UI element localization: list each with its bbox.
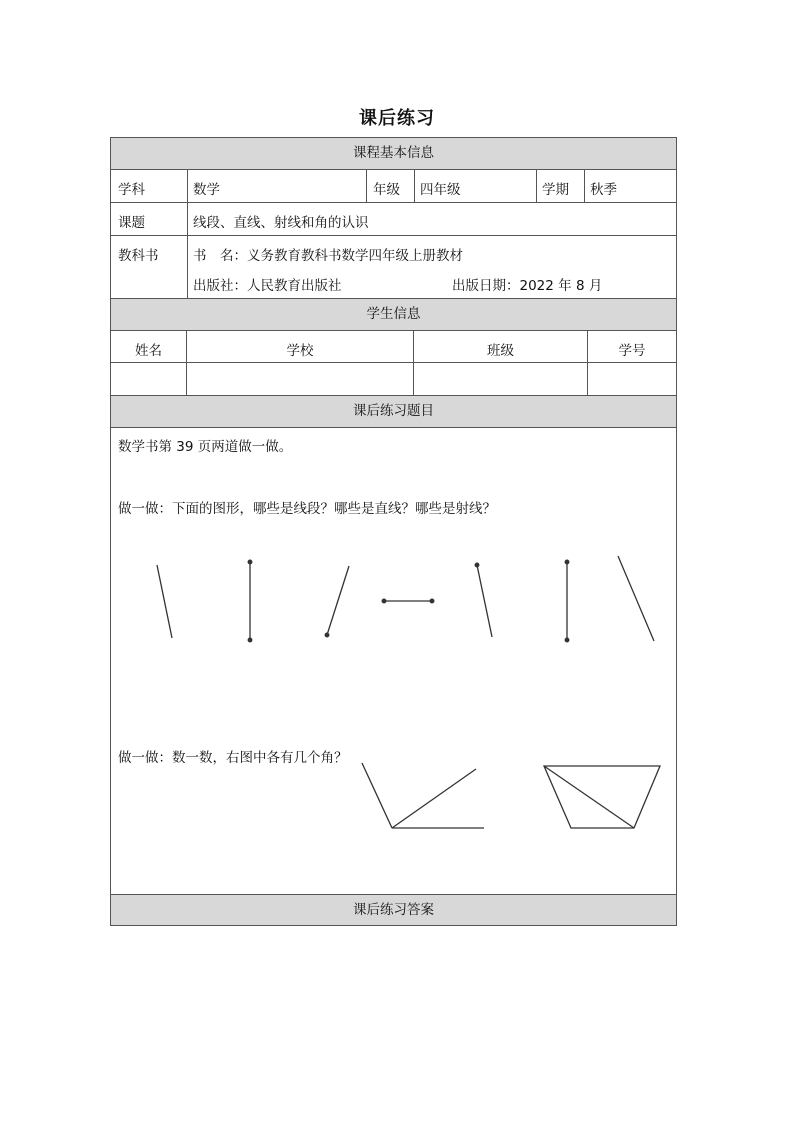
figure-segment-4 [382,599,434,603]
figure-line-1 [157,565,172,638]
col-header-name: 姓名 [135,343,162,359]
figure-segment-6 [565,560,569,642]
subject-label: 学科 [118,182,145,198]
term-value: 秋季 [590,182,617,198]
question-1: 做一做：下面的图形，哪些是线段？哪些是直线？哪些是射线？ [118,501,496,517]
angle-figure-2 [544,766,660,828]
figure-ray-3 [325,566,349,637]
col-header-school: 学校 [286,343,314,359]
figure-ray-5 [475,563,492,637]
exercise-header: 课后练习题目 [111,395,676,428]
publisher: 出版社：人民教育出版社 [193,278,342,294]
angle-figure-1 [362,763,484,828]
topic-label: 课题 [118,215,145,231]
figure-line-7 [618,556,654,641]
page-title: 课后练习 [359,108,435,129]
answer-header: 课后练习答案 [111,894,676,926]
term-label: 学期 [542,182,569,198]
exercise-intro: 数学书第 39 页两道做一做。 [118,439,293,455]
grade-value: 四年级 [420,182,461,198]
course-info-header: 课程基本信息 [111,137,676,170]
grade-label: 年级 [373,182,400,198]
question-2: 做一做：数一数，右图中各有几个角？ [118,750,348,766]
subject-value: 数学 [193,182,220,198]
topic-value: 线段、直线、射线和角的认识 [193,215,369,231]
student-info-header: 学生信息 [111,298,676,331]
book-name: 书 名：义务教育教科书数学四年级上册教材 [193,248,463,264]
publish-date: 出版日期：2022 年 8 月 [452,278,603,294]
figure-segment-2 [248,560,252,642]
col-header-class: 班级 [487,343,514,359]
col-header-id: 学号 [618,343,646,359]
textbook-label: 教科书 [118,248,159,264]
